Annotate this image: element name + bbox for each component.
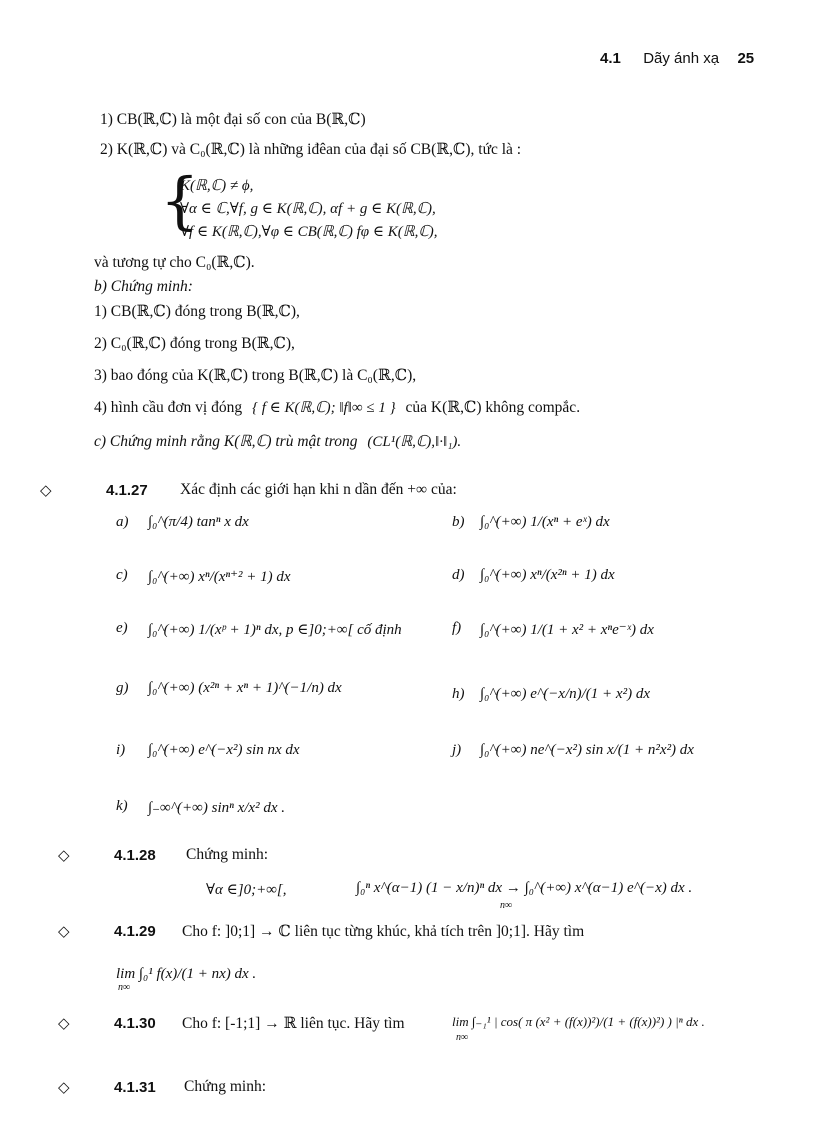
- integral-e: ∫₀^(+∞) 1/(xᵖ + 1)ⁿ dx, p ∈]0;+∞[ cố định: [148, 622, 402, 638]
- problem-number-4-1-28: 4.1.28: [114, 847, 156, 864]
- chapter-title: Dãy ánh xạ: [643, 50, 720, 67]
- unit-ball-set: { f ∈ K(ℝ,ℂ); ‖f‖∞ ≤ 1 }: [251, 400, 396, 416]
- diamond-outline-icon: ◇: [58, 1078, 70, 1096]
- system-line-1: K(ℝ,ℂ) ≠ ϕ,: [180, 178, 254, 194]
- b-item-4-tail: của K(ℝ,ℂ) không compắc.: [405, 399, 581, 416]
- integral-c-label: c): [116, 567, 128, 583]
- integral-a: ∫₀^(π/4) tanⁿ x dx: [148, 514, 249, 530]
- section-number: 4.1: [600, 50, 621, 67]
- running-header: [600, 50, 754, 67]
- integral-i-label: i): [116, 742, 126, 758]
- integral-f-label: f): [452, 620, 462, 636]
- integral-i: ∫₀^(+∞) e^(−x²) sin nx dx: [148, 742, 300, 758]
- integral-j-label: j): [452, 742, 462, 758]
- b-item-4-text: 4) hình cầu đơn vị đóng: [94, 399, 243, 416]
- problem-number-4-1-27: 4.1.27: [106, 482, 148, 499]
- item-1: 1) CB(ℝ,ℂ) là một đại số con của B(ℝ,ℂ): [100, 111, 366, 128]
- integral-f: ∫₀^(+∞) 1/(1 + x² + xⁿe⁻ˣ) dx: [480, 622, 654, 638]
- b-item-4: [94, 398, 580, 417]
- system-line-2: ∀α ∈ ℂ,∀f, g ∈ K(ℝ,ℂ), αf + g ∈ K(ℝ,ℂ),: [180, 201, 436, 217]
- integral-j: ∫₀^(+∞) ne^(−x²) sin x/(1 + n²x²) dx: [480, 742, 694, 758]
- system-brace: {: [160, 164, 200, 237]
- integral-g-label: g): [116, 680, 129, 696]
- problem-4-1-27-text: Xác định các giới hạn khi n dần đến +∞ của:: [180, 481, 457, 498]
- similar-line: và tương tự cho C₀(ℝ,ℂ).: [94, 254, 255, 271]
- integral-c: ∫₀^(+∞) xⁿ/(xⁿ⁺² + 1) dx: [148, 569, 291, 585]
- b-item-1: 1) CB(ℝ,ℂ) đóng trong B(ℝ,ℂ),: [94, 303, 300, 320]
- integral-d-label: d): [452, 567, 465, 583]
- diamond-outline-icon: ◇: [58, 1014, 70, 1032]
- problem-number-4-1-31: 4.1.31: [114, 1079, 156, 1096]
- integral-b-label: b): [452, 514, 465, 530]
- problem-4-1-29-text: Cho f: ]0;1] → ℂ liên tục từng khúc, khả tích trên ]0;1]. Hãy tìm: [182, 923, 585, 940]
- integral-k: ∫₋∞^(+∞) sinⁿ x/x² dx .: [148, 800, 285, 816]
- integral-h: ∫₀^(+∞) e^(−x/n)/(1 + x²) dx: [480, 686, 650, 702]
- problem-number-4-1-29: 4.1.29: [114, 923, 156, 940]
- b-item-2: 2) C₀(ℝ,ℂ) đóng trong B(ℝ,ℂ),: [94, 335, 295, 352]
- limit-subscript-29: n∞: [118, 982, 131, 993]
- integral-g: ∫₀^(+∞) (x²ⁿ + xⁿ + 1)^(−1/n) dx: [148, 680, 342, 696]
- problem-4-1-30-formula: lim ∫₋₁¹ | cos( π (x² + (f(x))²)/(1 + (f(x))²) ) |ⁿ dx .: [452, 1014, 705, 1029]
- part-c: [94, 432, 461, 451]
- problem-4-1-30-text: Cho f: [-1;1] → ℝ liên tục. Hãy tìm: [182, 1015, 405, 1032]
- system-line-3: ∀f ∈ K(ℝ,ℂ),∀φ ∈ CB(ℝ,ℂ) fφ ∈ K(ℝ,ℂ),: [180, 224, 438, 240]
- problem-4-1-31-text: Chứng minh:: [184, 1078, 267, 1095]
- integral-k-label: k): [116, 798, 128, 814]
- part-c-text: c) Chứng minh rằng K(ℝ,ℂ) trù mật trong: [94, 433, 358, 450]
- item-2: 2) K(ℝ,ℂ) và C₀(ℝ,ℂ) là những iđêan của đại số CB(ℝ,ℂ), tức là :: [100, 141, 522, 158]
- problem-4-1-28-limit: ∫₀ⁿ x^(α−1) (1 − x/n)ⁿ dx → ∫₀^(+∞) x^(α−1) e^(−x) dx .: [356, 880, 693, 896]
- part-b-heading: b) Chứng minh:: [94, 278, 193, 295]
- problem-4-1-28-text: Chứng minh:: [186, 846, 269, 863]
- diamond-outline-icon: ◇: [58, 846, 70, 864]
- integral-e-label: e): [116, 620, 128, 636]
- problem-4-1-28-quantifier: ∀α ∈]0;+∞[,: [206, 882, 287, 898]
- integral-b: ∫₀^(+∞) 1/(xⁿ + eˣ) dx: [480, 514, 610, 530]
- integral-a-label: a): [116, 514, 129, 530]
- problem-number-4-1-30: 4.1.30: [114, 1015, 156, 1032]
- diamond-outline-icon: ◇: [40, 481, 52, 499]
- part-c-space: (CL¹(ℝ,ℂ),‖·‖₁).: [367, 434, 462, 450]
- page-number: 25: [737, 50, 755, 67]
- limit-subscript-30: n∞: [456, 1032, 469, 1043]
- integral-h-label: h): [452, 686, 465, 702]
- limit-subscript-28: n∞: [500, 900, 513, 911]
- b-item-3: 3) bao đóng của K(ℝ,ℂ) trong B(ℝ,ℂ) là C₀(ℝ,ℂ),: [94, 367, 417, 384]
- diamond-outline-icon: ◇: [58, 922, 70, 940]
- problem-4-1-29-formula: lim ∫₀¹ f(x)/(1 + nx) dx .: [116, 966, 257, 982]
- integral-d: ∫₀^(+∞) xⁿ/(x²ⁿ + 1) dx: [480, 567, 615, 583]
